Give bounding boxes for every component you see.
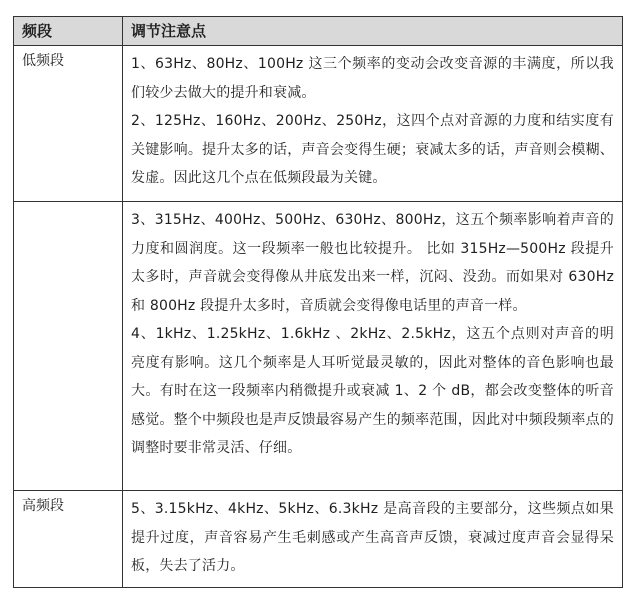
table-header — [14, 17, 623, 46]
notes-cell — [123, 491, 623, 588]
band-cell — [14, 202, 123, 491]
note-paragraph: 1、63Hz、80Hz、100Hz 这三个频率的变动会改变音源的丰满度，所以我们较少去做大的提升和衰减。 — [131, 56, 614, 101]
note-paragraph: 2、125Hz、160Hz、200Hz、250Hz，这四个点对音源的力度和结实度有关键影响。提升太多的话，声音会变得生硬；衰减太多的话，声音则会模糊、发虚。因此这几个点在低频段最为关键。 — [131, 113, 614, 186]
frequency-table — [13, 16, 623, 588]
header-band: 频段 — [14, 17, 123, 46]
header-row — [14, 17, 623, 46]
notes-cell — [123, 202, 623, 491]
notes-cell — [123, 46, 623, 202]
note-paragraph: 3、315Hz、400Hz、500Hz、630Hz、800Hz，这五个频率影响着声音的力度和圆润度。这一段频率一般也比较提升。 比如 315Hz—500Hz 段提升太多时，声音就会变得像从井底发出来一样，沉闷、没劲。而如果对 630Hz 和 800Hz 段提升太多时，音质就会变得像电话里的声音一样。 — [131, 212, 614, 314]
band-cell: 低频段 — [14, 46, 123, 202]
note-paragraph: 4、1kHz、1.25kHz、1.6kHz 、2kHz、2.5kHz，这五个点则对声音的明亮度有影响。这几个频率是人耳听觉最灵敏的，因此对整体的音色影响也最大。有时在这一段频率内稍微提升或衰减 1、2 个 dB，都会改变整体的听音感觉。整个中频段也是声反馈最容易产生的频率范围，因此对中频段频率点的调整时要非常灵活、仔细。 — [131, 326, 614, 456]
header-notes: 调节注意点 — [123, 17, 623, 46]
band-cell: 高频段 — [14, 491, 123, 588]
table-row — [14, 202, 623, 491]
table-row — [14, 491, 623, 588]
note-paragraph: 5、3.15kHz、4kHz、5kHz、6.3kHz 是高音段的主要部分，这些频点如果提升过度，声音容易产生毛刺感或产生高音声反馈，衰减过度声音会显得呆板，失去了活力。 — [131, 501, 614, 574]
table-row — [14, 46, 623, 202]
